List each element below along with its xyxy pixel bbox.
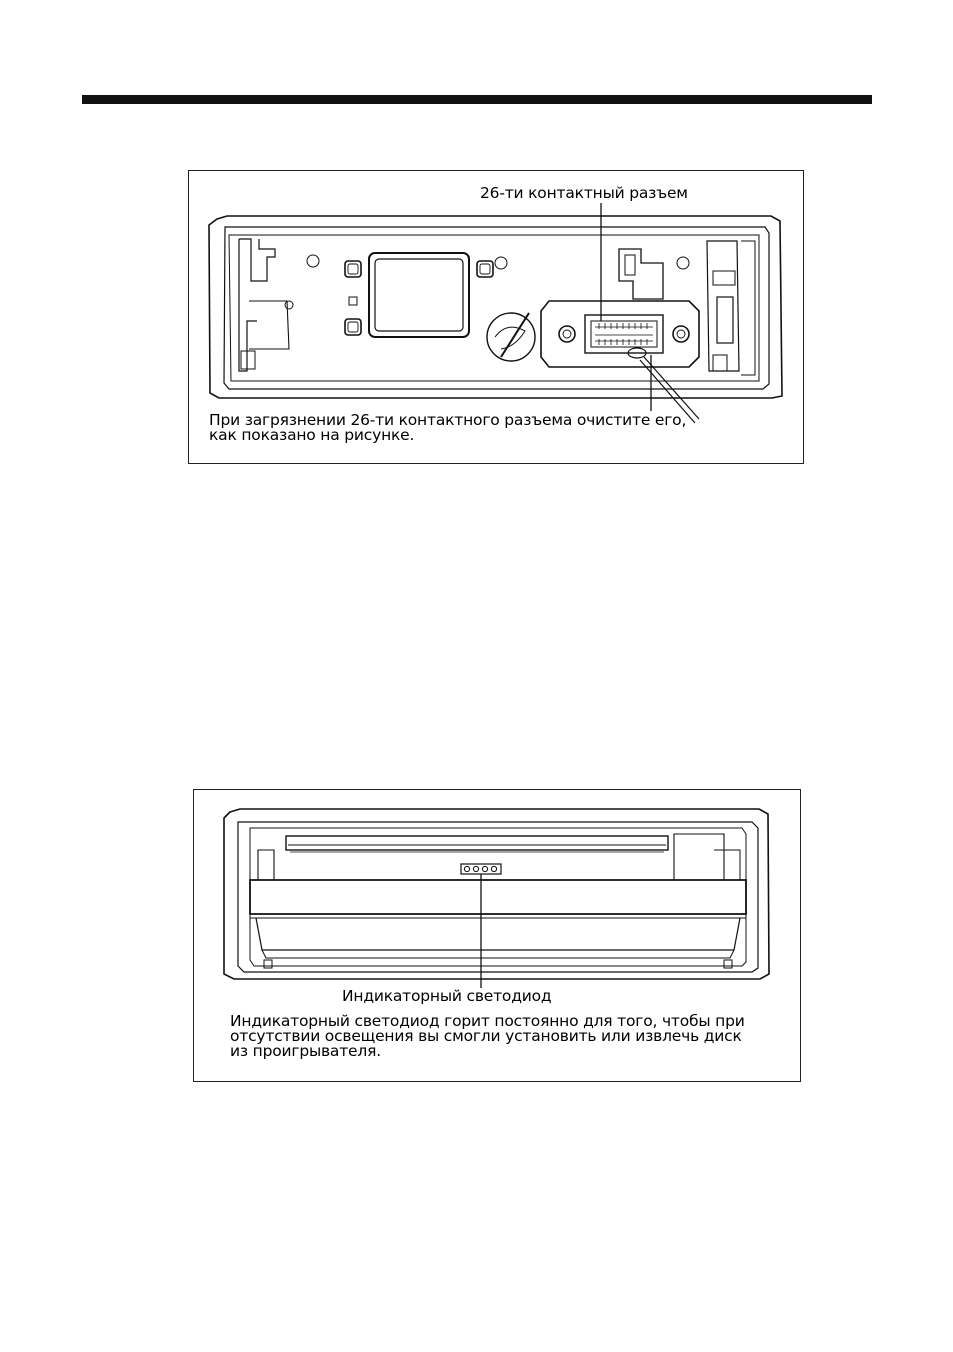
caption-line: как показано на рисунке.	[209, 426, 415, 444]
connector-figure	[188, 170, 804, 464]
connector-label: 26-ти контактный разъем	[480, 184, 688, 202]
caption-line: Индикаторный светодиод горит постоянно для того, чтобы при	[230, 1012, 745, 1030]
caption-line: отсутствии освещения вы смогли установить или извлечь диск	[230, 1027, 742, 1045]
led-figure	[193, 789, 801, 1082]
caption-line: из проигрывателя.	[230, 1042, 381, 1060]
connector-caption	[209, 413, 686, 443]
led-caption	[230, 1014, 745, 1059]
led-label: Индикаторный светодиод	[342, 987, 552, 1005]
caption-line: При загрязнении 26-ти контактного разъема очистите его,	[209, 411, 687, 429]
top-rule	[82, 95, 872, 104]
